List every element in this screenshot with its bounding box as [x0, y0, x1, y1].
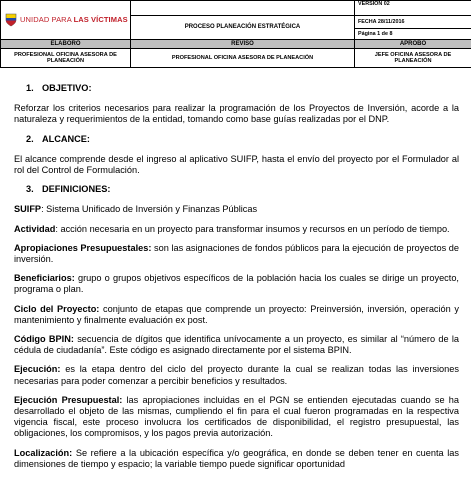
section-alcance-text: El alcance comprende desde el ingreso al aplicativo SUIFP, hasta el envío del proyecto por el Formulador al rol del Control de Formulación.	[14, 153, 459, 176]
version-cell: VERSIÓN 02	[355, 1, 471, 16]
definition-item: Apropiaciones Presupuestales: son las asignaciones de fondos públicos para la ejecución de proyectos de inversión.	[14, 242, 459, 265]
logo-cell	[1, 1, 131, 40]
date-cell: FECHA 28/11/2016	[355, 16, 471, 29]
logo-text: UNIDAD PARA LAS VÍCTIMAS	[20, 14, 128, 24]
reviso-label: REVISÓ	[131, 40, 355, 49]
aprobo-value: JEFE OFICINA ASESORA DE PLANEACIÓN	[355, 49, 471, 68]
definition-item: Código BPIN: secuencia de dígitos que identifica unívocamente a un proyecto, es similar al “número de la cédula de ciudadanía”. Este código es asignado directamente por el sistema BPIN.	[14, 334, 459, 356]
unidad-victimas-logo	[3, 13, 128, 27]
section-definiciones-heading: 3. DEFINICIONES:	[26, 184, 111, 195]
page-number-cell: Página 1 de 8	[355, 29, 471, 40]
definition-item: Ejecución: es la etapa dentro del ciclo del proyecto durante la cual se realizan todas las inversiones necesarias para poder comenzar a percibir beneficios y resultados.	[14, 364, 459, 386]
definition-item: Ciclo del Proyecto: conjunto de etapas que comprende un proyecto: Preinversión, inversión, operación y mantenimiento y finalmente evaluación ex post.	[14, 303, 460, 325]
document-body	[14, 83, 459, 478]
colombia-shield-icon	[5, 13, 17, 27]
section-objetivo-heading: 1. OBJETIVO:	[26, 83, 92, 93]
section-objetivo-text: Reforzar los criterios necesarios para realizar la programación de los Proyectos de Inversión, acorde a la naturaleza y requerimientos de la entidad, tomando como base guías realizadas por el DNP.	[14, 103, 459, 125]
process-title: PROCESO PLANEACIÓN ESTRATÉGICA	[131, 16, 355, 40]
definition-item: Localización: Se refiere a la ubicación específica y/o geográfica, en donde se deben tener en cuenta las dimensiones de tiempo y espacio; la variable tiempo puede significar oportunidad	[14, 447, 459, 469]
elaboro-label: ELABORÓ	[1, 40, 131, 49]
definition-item: Actividad: acción necesaria en un proyecto para transformar insumos y recursos en un período de tiempo.	[14, 223, 450, 234]
reviso-value: PROFESIONAL OFICINA ASESORA DE PLANEACIÓN	[131, 49, 355, 68]
definition-item: Ejecución Presupuestal: las apropiaciones incluidas en el PGN se entienden ejecutadas cuando se ha desarrollado el objeto de las mismas, cumpliendo el fin para el cual fueron programadas en la respectiva vigencia fiscal, este proceso involucra los certificados de disponibilidad, el registro presupuestal, las obligaciones, los compromisos, y los pagos previa autorización.	[14, 394, 459, 439]
elaboro-value: PROFESIONAL OFICINA ASESORA DE PLANEACIÓN	[1, 49, 131, 68]
definition-item: SUIFP: Sistema Unificado de Inversión y Finanzas Públicas	[14, 204, 258, 215]
aprobo-label: APROBO	[355, 40, 471, 49]
header-blank-cell	[131, 1, 355, 16]
document-header	[0, 0, 471, 68]
section-alcance-heading: 2. ALCANCE:	[26, 133, 90, 144]
definition-item: Beneficiarios: grupo o grupos objetivos específicos de la población hacia los cuales se dirige un proyecto, programa o plan.	[14, 273, 459, 295]
